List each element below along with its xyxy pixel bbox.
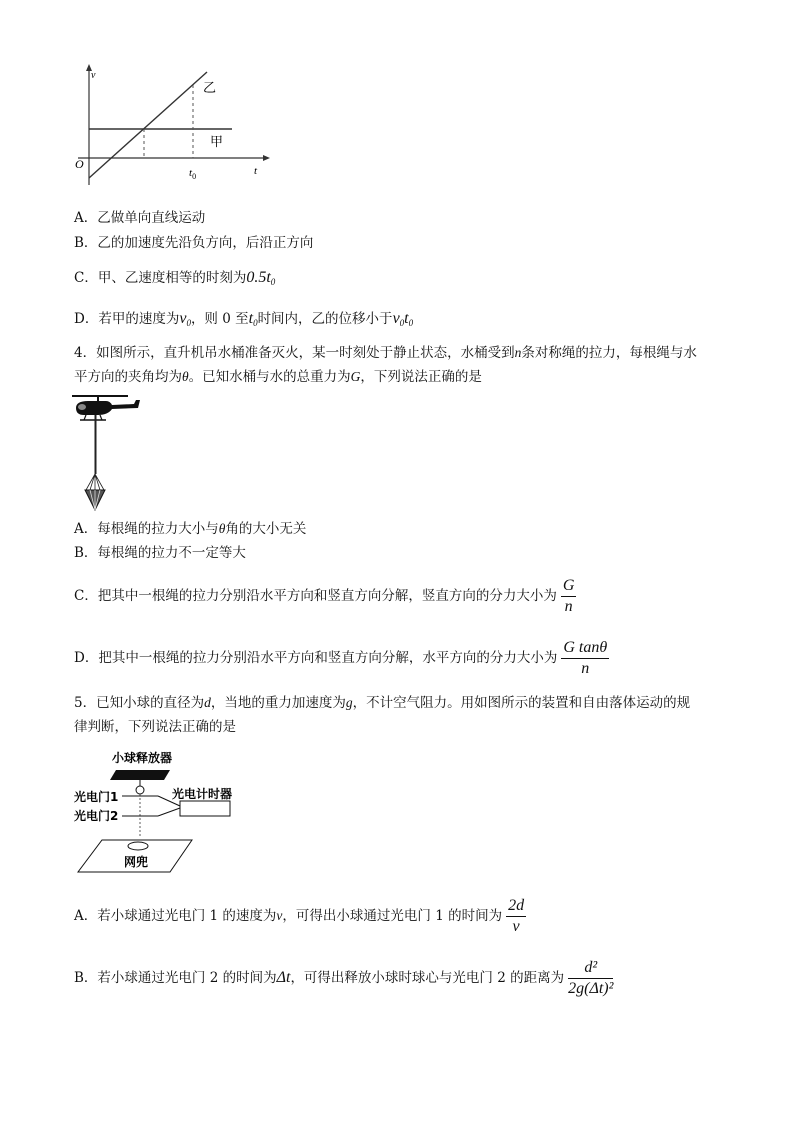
q4-option-a <box>74 519 306 539</box>
cockpit-window <box>78 404 86 410</box>
q3-d-p3: 时间内，乙的位移小于 <box>257 311 393 327</box>
q3-c-math-main: 0.5t <box>246 269 271 286</box>
origin-label: O <box>75 157 84 171</box>
q5-a-den: v <box>512 918 520 935</box>
q5-option-a <box>74 893 526 939</box>
q4-stem2-theta: θ <box>182 369 189 384</box>
q4-stem1-a: 4．如图所示，直升机吊水桶准备灭火，某一时刻处于静止状态，水桶受到 <box>74 345 515 361</box>
q3-d-v-main: v <box>179 310 187 327</box>
gate1-label: 光电门1 <box>74 790 119 804</box>
q4-stem2-G: G <box>350 369 361 384</box>
q4-d-den: n <box>581 660 590 677</box>
axis-v-label: v <box>91 70 96 81</box>
q5-stem1-a: 5．已知小球的直径为 <box>74 695 205 711</box>
q3-d-t <box>249 310 258 327</box>
q5-b-den: 2g(Δt)² <box>568 980 614 997</box>
q5-a-v: v <box>276 908 283 923</box>
axis-t-label: t <box>254 165 258 177</box>
gate2-label: 光电门2 <box>74 809 119 823</box>
q5-b-num: d² <box>568 958 613 979</box>
q5-a-text2: ，可得出小球通过光电门 1 的时间为 <box>282 908 503 924</box>
t0-main: t <box>189 167 193 179</box>
t-axis-arrow <box>263 155 270 161</box>
timer-label: 光电计时器 <box>172 787 233 801</box>
q4-stem-line1 <box>74 343 697 363</box>
q4-a-text1: A．每根绳的拉力大小与 <box>74 521 219 537</box>
q3-d-p1: D．若甲的速度为 <box>74 311 180 327</box>
q4-a-theta: θ <box>218 521 226 536</box>
jia-label: 甲 <box>210 135 224 150</box>
q5-stem1-d: d <box>204 695 211 710</box>
q4-c-text: C．把其中一根绳的拉力分别沿水平方向和竖直方向分解，竖直方向的分力大小为 <box>74 588 557 604</box>
q3-c-math-sub: 0 <box>270 277 276 287</box>
q4-a-text2: 角的大小无关 <box>225 521 307 537</box>
q4-option-c <box>74 573 576 619</box>
t0-label <box>189 167 196 181</box>
q3-option-c-math <box>246 269 275 286</box>
q4-d-text: D．把其中一根绳的拉力分别沿水平方向和竖直方向分解，水平方向的分力大小为 <box>74 650 558 666</box>
vt-graph <box>70 60 280 190</box>
gate2-wire <box>158 808 180 816</box>
q5-a-num: 2d <box>506 896 526 917</box>
q4-c-num: G <box>561 576 577 597</box>
q3-d-m2-sub: 0 <box>408 318 414 328</box>
q3-option-c-text: C．甲、乙速度相等的时刻为 <box>74 270 247 286</box>
q5-stem1-c: ，不计空气阻力。用如图所示的装置和自由落体运动的规 <box>352 695 691 711</box>
q3-d-p2: ，则 0 至 <box>190 311 249 327</box>
q4-d-fraction <box>561 638 609 679</box>
q4-c-fraction <box>561 576 577 617</box>
q3-d-t-main: t <box>248 310 254 327</box>
q4-stem-line2 <box>74 367 482 387</box>
q4-stem2-b: 。已知水桶与水的总重力为 <box>188 369 351 385</box>
q5-stem-line2: 律判断，下列说法正确的是 <box>74 719 236 735</box>
ball <box>136 786 144 794</box>
q3-d-v-sub: 0 <box>186 318 191 328</box>
q3-option-d <box>74 309 413 333</box>
q5-option-b <box>74 955 613 1001</box>
q5-b-fraction <box>568 958 613 999</box>
yi-label: 乙 <box>203 81 217 96</box>
q5-stem1-b: ，当地的重力加速度为 <box>210 695 346 711</box>
q5-b-text2: ，可得出释放小球时球心与光电门 2 的距离为 <box>290 970 565 986</box>
release-label: 小球释放器 <box>112 751 173 765</box>
q3-d-m1-main: v <box>392 310 400 327</box>
q5-a-fraction <box>506 896 526 937</box>
q5-a-text1: A．若小球通过光电门 1 的速度为 <box>74 908 277 924</box>
q4-stem1-n: n <box>514 345 522 360</box>
net-pocket <box>128 842 148 850</box>
q5-stem1-g: g <box>345 695 353 710</box>
release-device <box>110 770 170 780</box>
helicopter-figure <box>68 392 148 514</box>
q5-b-dt: Δt <box>276 969 291 986</box>
q4-stem2-a: 平方向的夹角均为 <box>74 369 182 385</box>
q3-option-b: B．乙的加速度先沿负方向，后沿正方向 <box>74 235 314 251</box>
q4-stem2-c: ，下列说法正确的是 <box>360 369 482 385</box>
q4-stem1-b: 条对称绳的拉力，每根绳与水 <box>521 345 697 361</box>
q4-option-d <box>74 635 609 681</box>
q3-d-m2 <box>404 310 413 327</box>
photogate-figure <box>72 746 272 878</box>
q3-d-t-sub: 0 <box>253 318 258 328</box>
line-yi <box>89 72 207 178</box>
timer-box <box>180 801 230 816</box>
q3-d-m1 <box>393 310 405 327</box>
q3-option-a: A．乙做单向直线运动 <box>74 210 206 226</box>
q3-d-m2-main: t <box>404 310 409 327</box>
bucket-ropes <box>86 474 104 490</box>
q5-stem-line1 <box>74 693 690 713</box>
q4-option-b: B．每根绳的拉力不一定等大 <box>74 545 246 561</box>
q5-b-text1: B．若小球通过光电门 2 的时间为 <box>74 970 277 986</box>
q3-option-c <box>74 268 275 292</box>
q3-d-m1-sub: 0 <box>399 318 405 328</box>
net-label: 网兜 <box>124 855 149 869</box>
q3-d-v <box>179 310 191 327</box>
t0-sub: 0 <box>192 172 197 181</box>
q4-d-num: G tanθ <box>561 638 609 659</box>
q4-c-den: n <box>564 598 573 615</box>
